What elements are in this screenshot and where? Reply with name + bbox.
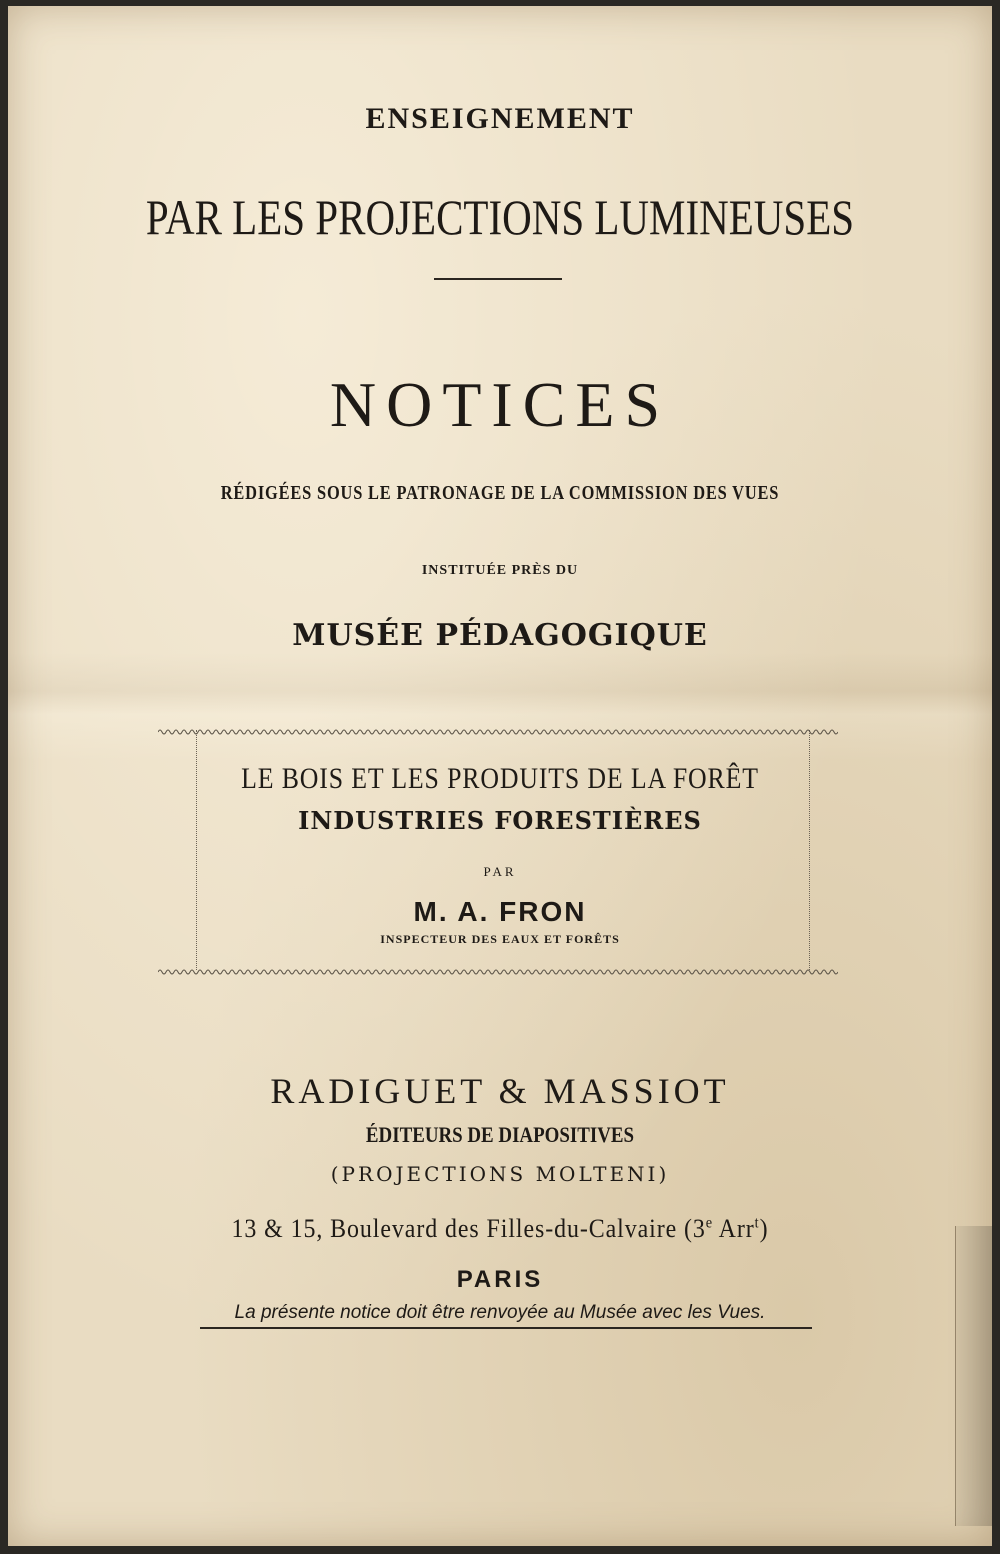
author-title: INSPECTEUR DES EAUX ET FORÊTS — [380, 932, 620, 946]
publisher-name: RADIGUET & MASSIOT — [270, 1071, 730, 1111]
notice-underline — [200, 1327, 812, 1329]
publisher-brand: (PROJECTIONS MOLTENI) — [330, 1162, 670, 1186]
header-title: ENSEIGNEMENT — [365, 102, 635, 135]
return-notice: La présente notice doit être renvoyée au Musée avec les Vues. — [234, 1302, 766, 1323]
main-title: PAR LES PROJECTIONS LUMINEUSES — [145, 189, 855, 245]
frame-top-border — [158, 728, 838, 736]
address-sup-t: t — [754, 1214, 760, 1232]
musee-name: MUSÉE PÉDAGOGIQUE — [292, 618, 708, 653]
work-title-line2: INDUSTRIES FORESTIÈRES — [298, 806, 702, 835]
publisher-city: PARIS — [456, 1266, 544, 1293]
publisher-address — [47, 1214, 952, 1244]
notices-heading: NOTICES — [329, 369, 671, 440]
institue-line: INSTITUÉE PRÈS DU — [421, 563, 579, 578]
work-title-line1: LE BOIS ET LES PRODUITS DE LA FORÊT — [241, 762, 759, 795]
address-main: 13 & 15, Boulevard des Filles-du-Calvaire (3 — [231, 1214, 706, 1243]
par-label: PAR — [483, 864, 517, 879]
short-rule — [434, 278, 562, 280]
address-close: ) — [759, 1214, 769, 1243]
address-sup-e: e — [705, 1214, 714, 1232]
author-name: M. A. FRON — [413, 896, 587, 927]
frame-bottom-border — [158, 968, 838, 976]
publisher-role: ÉDITEURS DE DIAPOSITIVES — [365, 1122, 635, 1147]
patronage-line: RÉDIGÉES SOUS LE PATRONAGE DE LA COMMISSION DES VUES — [220, 482, 780, 504]
address-arr: Arr — [713, 1214, 755, 1243]
document-page — [8, 6, 992, 1546]
